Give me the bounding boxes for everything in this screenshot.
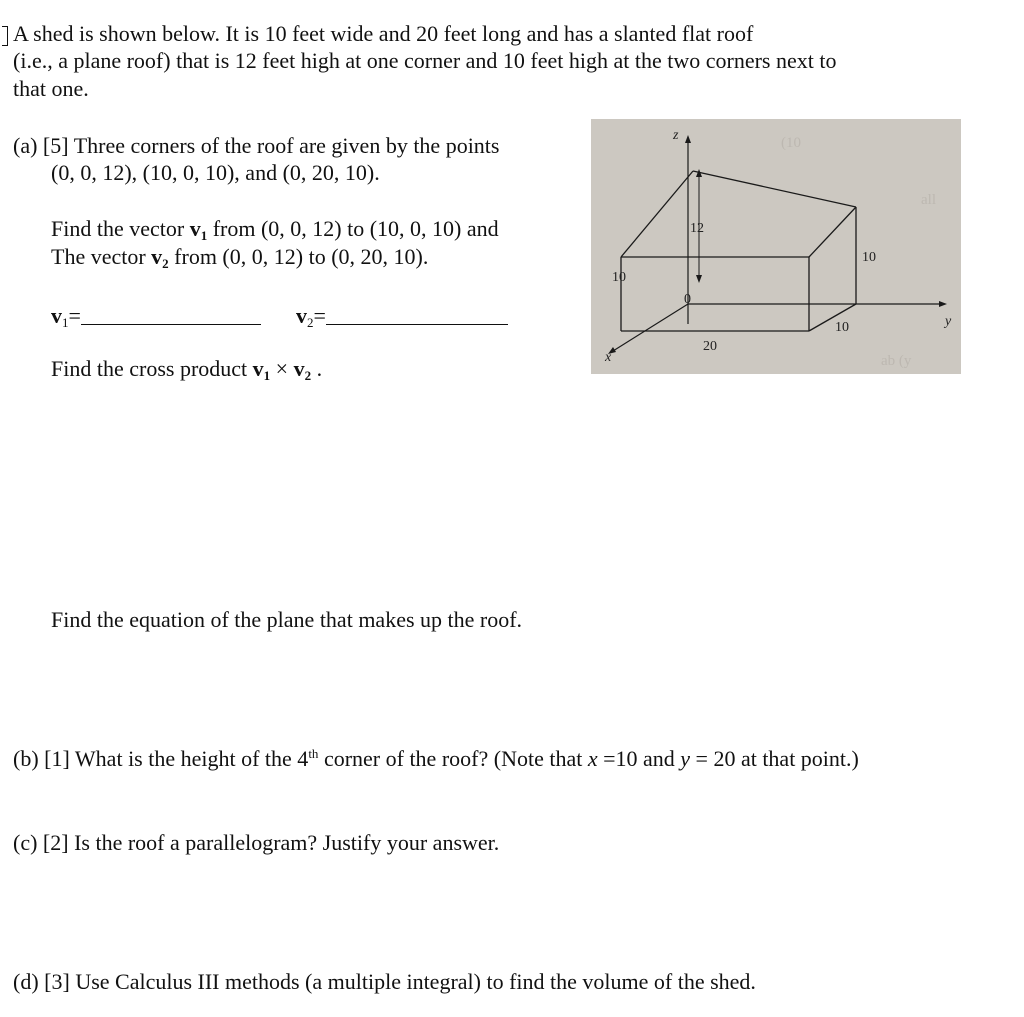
shed-diagram — [591, 119, 961, 374]
intro-line-2: (i.e., a plane roof) that is 12 feet high at one corner and 10 feet high at the two corners next to — [13, 48, 837, 73]
part-a-line-1: Three corners of the roof are given by the points — [73, 133, 500, 158]
v2-symbol: $v_2$ — [151, 244, 169, 271]
part-d-question: (d) [3] Use Calculus III methods (a multiple integral) to find the volume of the shed. — [13, 969, 756, 994]
height-right-label: 10 — [862, 250, 876, 265]
part-c-question: (c) [2] Is the roof a parallelogram? Justify your answer. — [13, 830, 500, 855]
roof-back-edge — [693, 171, 856, 207]
part-a-line-2: (0, 0, 12), (10, 0, 10), and (0, 20, 10). — [51, 160, 380, 185]
y-axis-label: y — [945, 314, 952, 329]
shed-figure — [591, 119, 961, 374]
roof-left-edge — [621, 171, 693, 257]
x-axis — [613, 304, 688, 351]
intro-line-1: A shed is shown below. It is 10 feet wide and 20 feet long and has a slanted flat roof — [13, 21, 754, 46]
faint-text: ab (y — [881, 353, 912, 369]
faint-text: (10 — [781, 135, 801, 151]
part-b-label: (b) — [13, 746, 39, 771]
z-axis-label: z — [673, 128, 679, 143]
v1-symbol: $v_1$ — [189, 216, 208, 243]
part-a-points: [5] — [42, 133, 69, 158]
part-c-label: (c) — [13, 830, 38, 855]
width-right-label: 10 — [835, 320, 849, 335]
v1-prompt: Find the vector $v_1$ from (0, 0, 12) to (10, 0, 10) and — [51, 216, 499, 243]
v1-answer-blank[interactable] — [81, 304, 261, 325]
part-b-points: [1] — [44, 746, 70, 771]
v2-answer-blank[interactable] — [326, 304, 508, 325]
z-axis-arrowhead — [685, 135, 691, 143]
height-dimension-arrow-bottom — [696, 275, 702, 283]
height-12-label: 12 — [690, 221, 704, 236]
length-20-label: 20 — [703, 339, 717, 354]
question-bracket — [2, 26, 8, 46]
v2-answer-line[interactable]: $v_2=$ — [296, 302, 508, 330]
part-a-heading — [13, 132, 499, 160]
part-c-points: [2] — [42, 830, 69, 855]
roof-right-edge — [809, 207, 856, 257]
plane-equation-prompt: Find the equation of the plane that makes up the roof. — [51, 607, 523, 632]
part-d-points: [3] — [44, 969, 70, 994]
part-d-label: (d) — [13, 969, 39, 994]
cross-product-prompt: Find the cross product $v_1 \times v_2$ . — [51, 356, 323, 383]
part-a-label: (a) — [13, 133, 38, 158]
width-left-label: 10 — [612, 270, 626, 285]
intro-line-3: that one. — [13, 76, 89, 101]
v2-prompt: The vector $v_2$ from (0, 0, 12) to (0, 20, 10). — [51, 244, 429, 271]
y-axis-arrowhead — [939, 301, 947, 307]
v1-answer-line[interactable]: $v_1=$ — [51, 302, 261, 330]
faint-text: all — [921, 192, 936, 208]
part-b-question: (b) [1] What is the height of the 4th corner of the roof? (Note that x =10 and y = 20 at that point.) — [13, 746, 859, 771]
x-axis-label: x — [605, 350, 612, 365]
origin-label: 0 — [684, 292, 691, 307]
